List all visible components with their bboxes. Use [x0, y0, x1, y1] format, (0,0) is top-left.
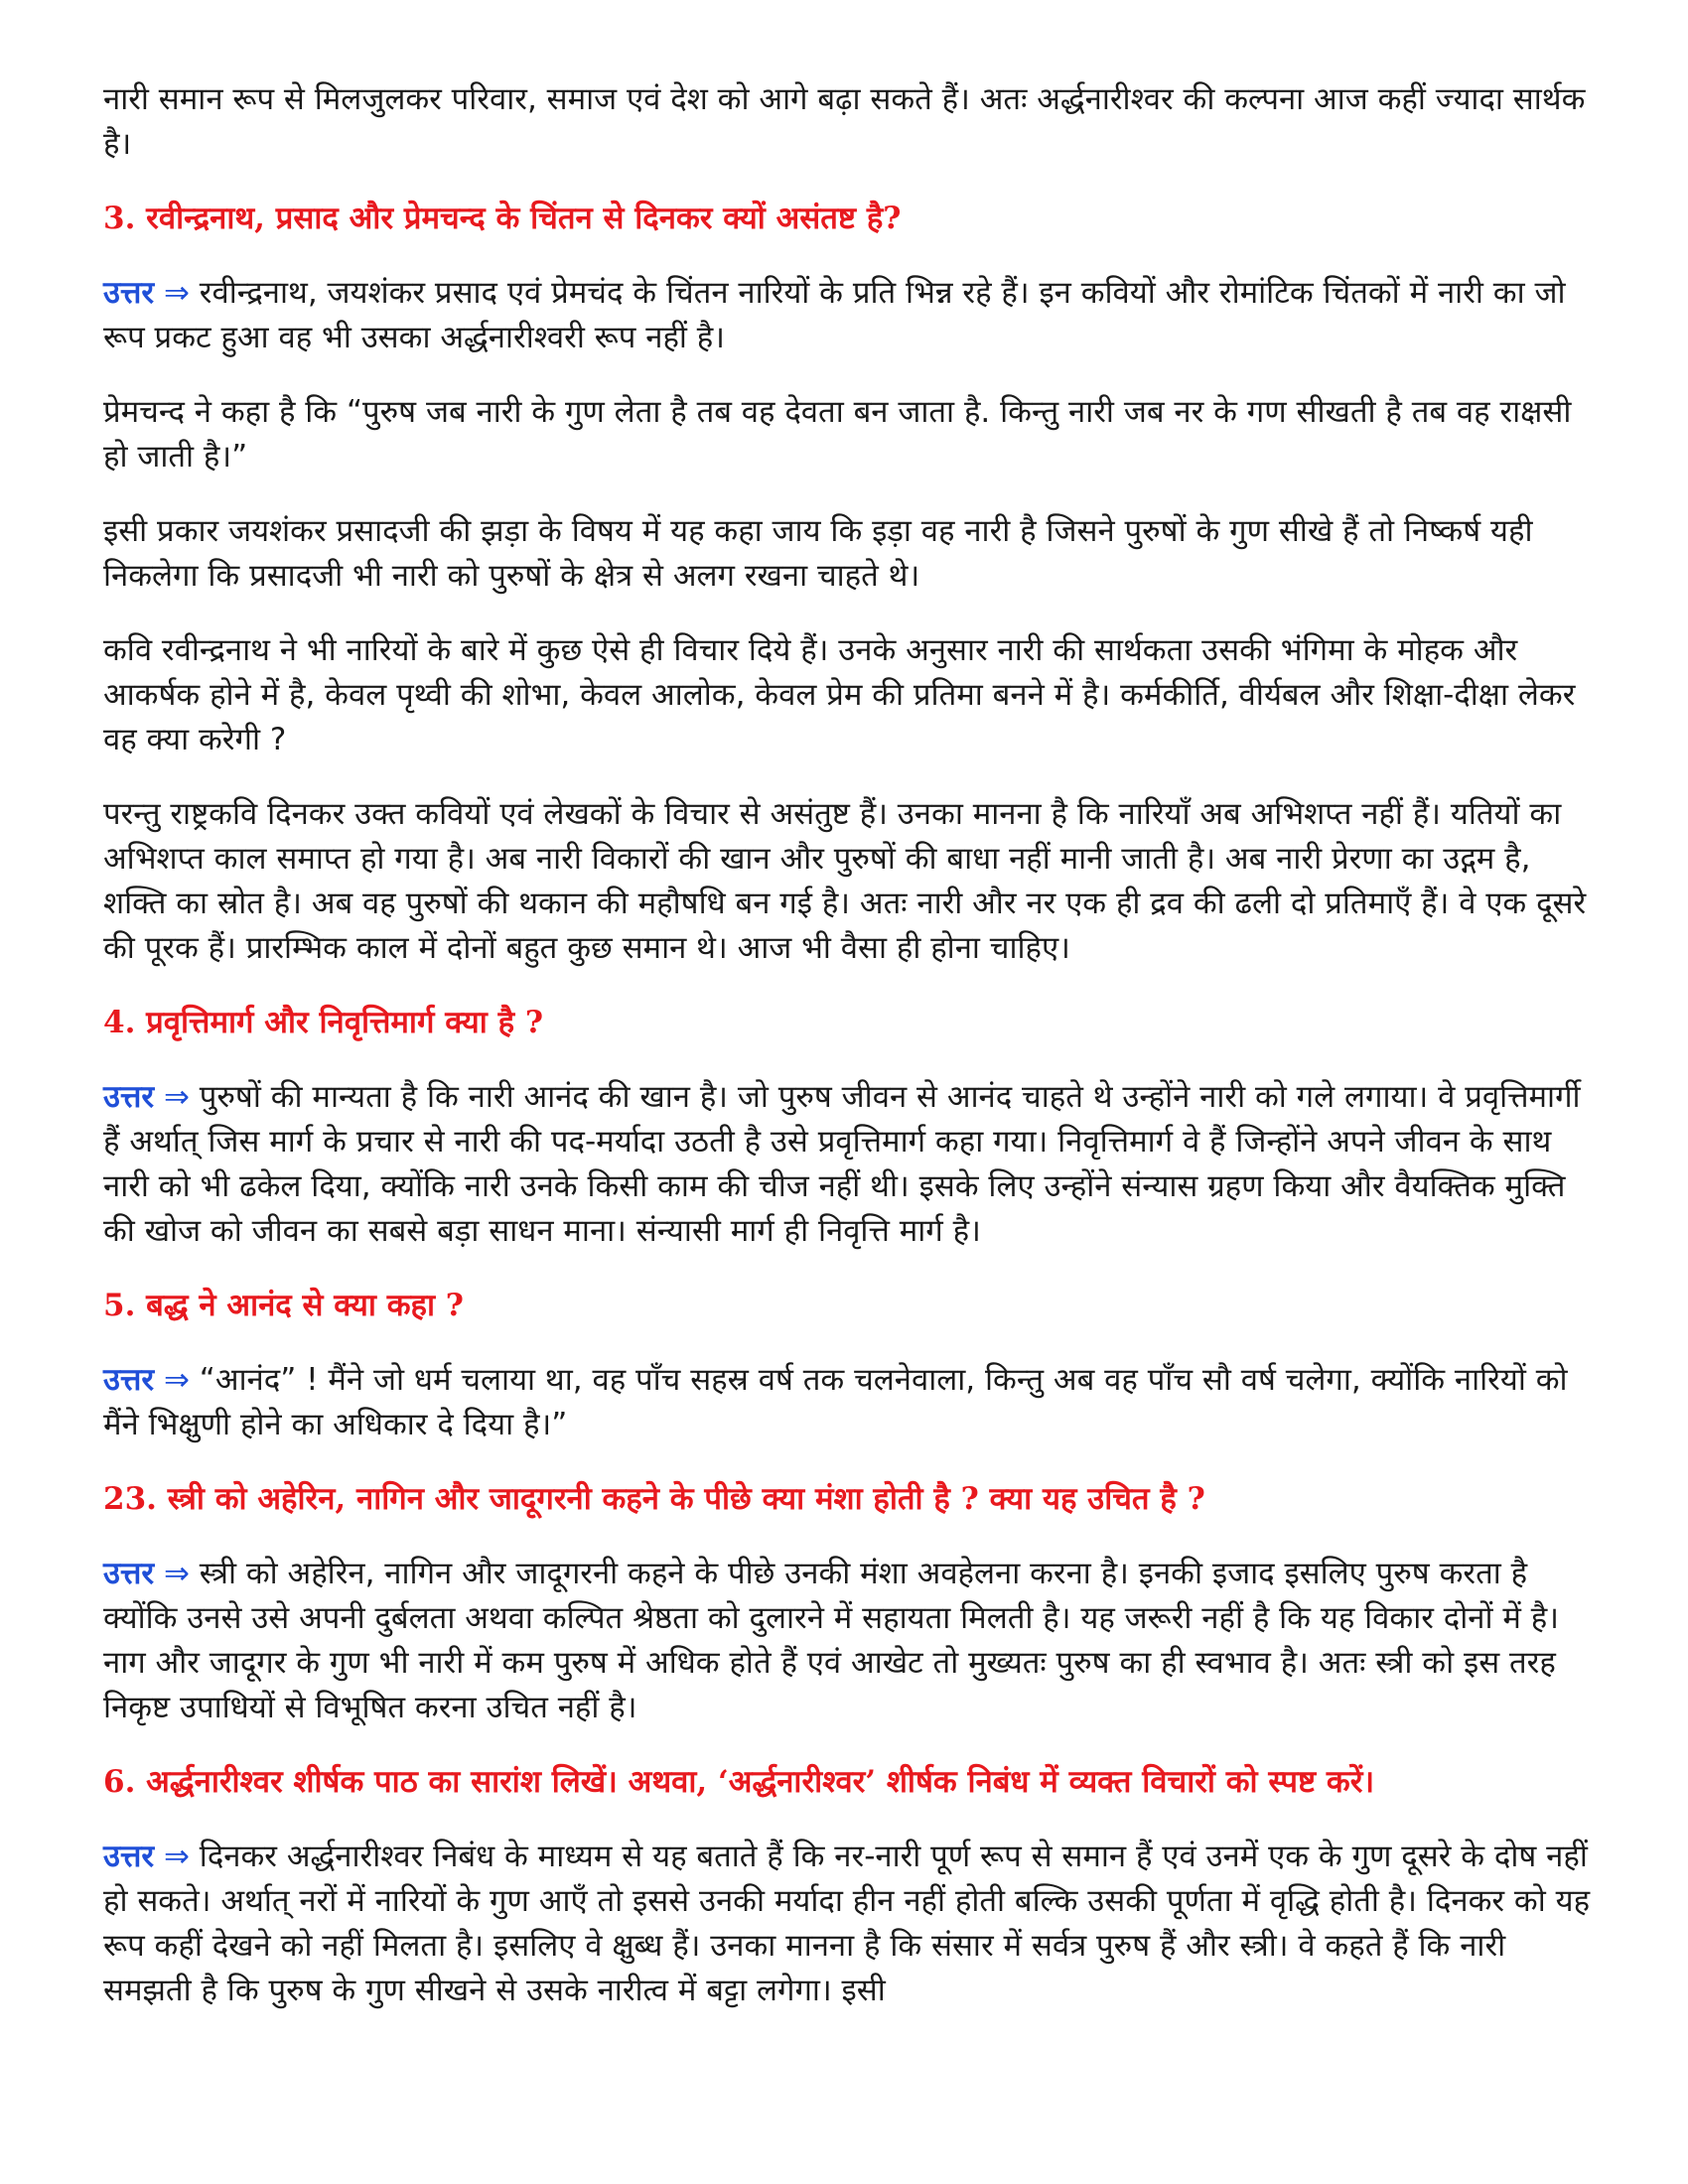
- answer-label: उत्तर: [103, 1079, 155, 1115]
- arrow-icon: ⇒: [163, 1556, 190, 1591]
- answer-3-prasad: इसी प्रकार जयशंकर प्रसादजी की झड़ा के विषय में यह कहा जाय कि इड़ा वह नारी है जिसने पुरुषों के गुण सीखे हैं तो निष्कर्ष यही निकलेगा कि प्रसादजी भी नारी को पुरुषों के क्षेत्र से अलग रखना चाहते थे।: [103, 513, 1533, 594]
- answer-3: [103, 271, 1593, 360]
- intro-continuation: नारी समान रूप से मिलजुलकर परिवार, समाज एवं देश को आगे बढ़ा सकते हैं। अतः अर्द्धनारीश्वर की कल्पना आज कहीं ज्यादा सार्थक है।: [103, 81, 1586, 162]
- question-6-heading: 6. अर्द्धनारीश्वर शीर्षक पाठ का सारांश लिखें। अथवा, ‘अर्द्धनारीश्वर’ शीर्षक निबंध में व्यक्त विचारों को स्पष्ट करें।: [103, 1764, 1375, 1800]
- answer-4: [103, 1075, 1593, 1254]
- answer-3-ravindranath: कवि रवीन्द्रनाथ ने भी नारियों के बारे में कुछ ऐसे ही विचार दिये हैं। उनके अनुसार नारी की सार्थकता उसकी भंगिमा के मोहक और आकर्षक होने में है, केवल पृथ्वी की शोभा, केवल आलोक, केवल प्रेम की प्रतिमा बनने में है। कर्मकीर्ति, वीर्यबल और शिक्षा-दीक्षा लेकर वह क्या करेगी ?: [103, 632, 1576, 757]
- question-23-heading: 23. स्त्री को अहेरिन, नागिन और जादूगरनी कहने के पीछे क्या मंशा होती है ? क्या यह उचित है ?: [103, 1481, 1205, 1517]
- answer-6-text: दिनकर अर्द्धनारीश्वर निबंध के माध्यम से यह बताते हैं कि नर-नारी पूर्ण रूप से समान हैं एवं उनमें एक के गुण दूसरे के दोष नहीं हो सकते। अर्थात् नरों में नारियों के गुण आएँ तो इससे उनकी मर्यादा हीन नहीं होती बल्कि उसकी पूर्णता में वृद्धि होती है। दिनकर को यह रूप कहीं देखने को नहीं मिलता है। इसलिए वे क्षुब्ध हैं। उनका मानना है कि संसार में सर्वत्र पुरुष हैं और स्त्री। वे कहते हैं कि नारी समझती है कि पुरुष के गुण सीखने से उसके नारीत्व में बट्टा लगेगा। इसी: [103, 1839, 1591, 2008]
- answer-3-text: रवीन्द्रनाथ, जयशंकर प्रसाद एवं प्रेमचंद के चिंतन नारियों के प्रति भिन्न रहे हैं। इन कवियों और रोमांटिक चिंतकों में नारी का जो रूप प्रकट हुआ वह भी उसका अर्द्धनारीश्वरी रूप नहीं है।: [103, 275, 1566, 355]
- question-4-heading: 4. प्रवृत्तिमार्ग और निवृत्तिमार्ग क्या है ?: [103, 1005, 544, 1040]
- question-3-heading: 3. रवीन्द्रनाथ, प्रसाद और प्रेमचन्द के चिंतन से दिनकर क्यों असंतष्ट है?: [103, 201, 902, 236]
- answer-4-text: पुरुषों की मान्यता है कि नारी आनंद की खान है। जो पुरुष जीवन से आनंद चाहते थे उन्होंने नारी को गले लगाया। वे प्रवृत्तिमार्गी हैं अर्थात् जिस मार्ग के प्रचार से नारी की पद-मर्यादा उठती है उसे प्रवृत्तिमार्ग कहा गया। निवृत्तिमार्ग वे हैं जिन्होंने अपने जीवन के साथ नारी को भी ढकेल दिया, क्योंकि नारी उनके किसी काम की चीज नहीं थी। इसके लिए उन्होंने संन्यास ग्रहण किया और वैयक्तिक मुक्ति की खोज को जीवन का सबसे बड़ा साधन माना। संन्यासी मार्ग ही निवृत्ति मार्ग है।: [103, 1079, 1581, 1249]
- answer-label: उत्तर: [103, 1556, 155, 1591]
- answer-5: [103, 1358, 1593, 1447]
- document-page: [103, 77, 1593, 2043]
- arrow-icon: ⇒: [163, 1079, 190, 1115]
- answer-5-text: “आनंद” ! मैंने जो धर्म चलाया था, वह पाँच सहस्र वर्ष तक चलनेवाला, किन्तु अब वह पाँच सौ वर्ष चलेगा, क्योंकि नारियों को मैंने भिक्षुणी होने का अधिकार दे दिया है।”: [103, 1362, 1568, 1442]
- answer-6: [103, 1835, 1593, 2013]
- arrow-icon: ⇒: [163, 275, 190, 311]
- answer-3-dinkar: परन्तु राष्ट्रकवि दिनकर उक्त कवियों एवं लेखकों के विचार से असंतुष्ट हैं। उनका मानना है कि नारियाँ अब अभिशप्त नहीं हैं। यतियों का अभिशप्त काल समाप्त हो गया है। अब नारी विकारों की खान और पुरुषों की बाधा नहीं मानी जाती है। अब नारी प्रेरणा का उद्गम है, शक्ति का स्रोत है। अब वह पुरुषों की थकान की महौषधि बन गई है। अतः नारी और नर एक ही द्रव की ढली दो प्रतिमाएँ हैं। वे एक दूसरे की पूरक हैं। प्रारम्भिक काल में दोनों बहुत कुछ समान थे। आज भी वैसा ही होना चाहिए।: [103, 796, 1587, 966]
- answer-23: [103, 1552, 1593, 1730]
- answer-23-text: स्त्री को अहेरिन, नागिन और जादूगरनी कहने के पीछे उनकी मंशा अवहेलना करना है। इनकी इजाद इसलिए पुरुष करता है क्योंकि उनसे उसे अपनी दुर्बलता अथवा कल्पित श्रेष्ठता को दुलारने में सहायता मिलती है। यह जरूरी नहीं है कि यह विकार दोनों में है। नाग और जादूगर के गुण भी नारी में कम पुरुष में अधिक होते हैं एवं आखेट तो मुख्यतः पुरुष का ही स्वभाव है। अतः स्त्री को इस तरह निकृष्ट उपाधियों से विभूषित करना उचित नहीं है।: [103, 1556, 1559, 1725]
- answer-label: उत्तर: [103, 1362, 155, 1398]
- arrow-icon: ⇒: [163, 1362, 190, 1398]
- answer-label: उत्तर: [103, 1839, 155, 1874]
- arrow-icon: ⇒: [163, 1839, 190, 1874]
- answer-3-premchand: प्रेमचन्द ने कहा है कि “पुरुष जब नारी के गुण लेता है तब वह देवता बन जाता है. किन्तु नारी जब नर के गण सीखती है तब वह राक्षसी हो जाती है।”: [103, 394, 1572, 475]
- question-5-heading: 5. बद्ध ने आनंद से क्या कहा ?: [103, 1288, 464, 1323]
- answer-label: उत्तर: [103, 275, 155, 311]
